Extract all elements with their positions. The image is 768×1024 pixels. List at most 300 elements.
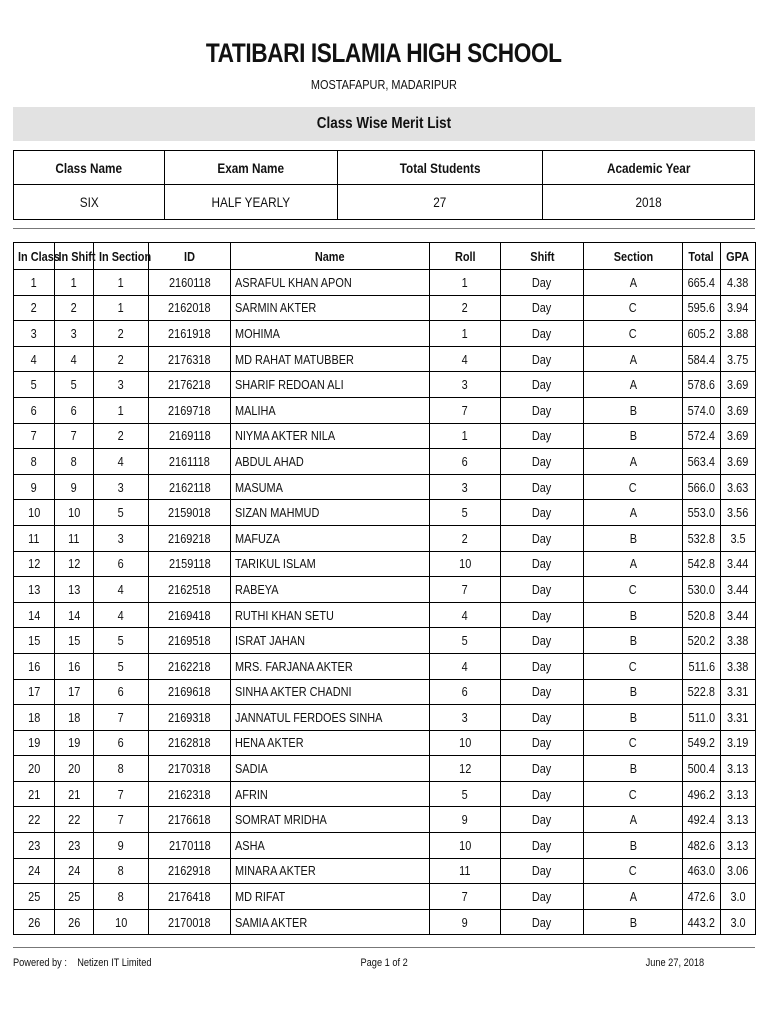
in-section-rank: 6 — [94, 551, 149, 577]
shift: Day — [501, 346, 584, 372]
in-class-rank: 8 — [14, 449, 55, 475]
in-section-header: In Section — [94, 243, 149, 270]
shift: Day — [501, 781, 584, 807]
section: B — [584, 628, 683, 654]
table-row — [14, 321, 756, 347]
total-marks: 496.2 — [683, 781, 721, 807]
in-class-rank: 16 — [14, 653, 55, 679]
student-name: SARMIN AKTER — [231, 295, 430, 321]
in-shift-rank: 10 — [55, 500, 94, 526]
student-name: ASRAFUL KHAN APON — [231, 270, 430, 296]
student-name: HENA AKTER — [231, 730, 430, 756]
table-row — [14, 500, 756, 526]
roll-number: 6 — [430, 679, 501, 705]
total-marks: 665.4 — [683, 270, 721, 296]
report-title: Class Wise Merit List — [13, 107, 755, 141]
gpa: 3.38 — [721, 653, 756, 679]
in-section-rank: 3 — [94, 372, 149, 398]
shift: Day — [501, 909, 584, 935]
section: C — [584, 577, 683, 603]
in-class-rank: 12 — [14, 551, 55, 577]
in-section-rank: 9 — [94, 833, 149, 859]
total-marks: 492.4 — [683, 807, 721, 833]
student-id: 2170318 — [149, 756, 231, 782]
student-id: 2162318 — [149, 781, 231, 807]
in-section-rank: 2 — [94, 423, 149, 449]
in-section-rank: 1 — [94, 397, 149, 423]
in-shift-rank: 15 — [55, 628, 94, 654]
roll-number: 2 — [430, 525, 501, 551]
total-marks: 605.2 — [683, 321, 721, 347]
section: B — [584, 397, 683, 423]
gpa: 3.0 — [721, 884, 756, 910]
in-section-rank: 1 — [94, 295, 149, 321]
total-marks: 542.8 — [683, 551, 721, 577]
table-row — [14, 295, 756, 321]
student-id: 2176218 — [149, 372, 231, 398]
section: A — [584, 884, 683, 910]
in-section-rank: 3 — [94, 474, 149, 500]
section-header: Section — [584, 243, 683, 270]
roll-number: 4 — [430, 653, 501, 679]
in-shift-rank: 13 — [55, 577, 94, 603]
section: C — [584, 295, 683, 321]
student-name: ISRAT JAHAN — [231, 628, 430, 654]
student-name: NIYMA AKTER NILA — [231, 423, 430, 449]
in-shift-rank: 7 — [55, 423, 94, 449]
gpa: 3.63 — [721, 474, 756, 500]
exam-name-header: Exam Name — [164, 151, 337, 185]
student-id: 2169718 — [149, 397, 231, 423]
in-class-rank: 7 — [14, 423, 55, 449]
shift: Day — [501, 423, 584, 449]
table-row — [14, 423, 756, 449]
in-class-rank: 3 — [14, 321, 55, 347]
student-name: MOHIMA — [231, 321, 430, 347]
in-section-rank: 6 — [94, 730, 149, 756]
gpa: 3.19 — [721, 730, 756, 756]
shift: Day — [501, 628, 584, 654]
student-id: 2162918 — [149, 858, 231, 884]
table-row — [14, 346, 756, 372]
total-marks: 463.0 — [683, 858, 721, 884]
in-class-rank: 10 — [14, 500, 55, 526]
in-section-rank: 8 — [94, 756, 149, 782]
roll-number: 9 — [430, 807, 501, 833]
shift: Day — [501, 577, 584, 603]
gpa: 3.31 — [721, 679, 756, 705]
in-class-rank: 26 — [14, 909, 55, 935]
in-shift-rank: 22 — [55, 807, 94, 833]
roll-number: 10 — [430, 730, 501, 756]
in-shift-rank: 4 — [55, 346, 94, 372]
total-marks: 553.0 — [683, 500, 721, 526]
in-section-rank: 5 — [94, 628, 149, 654]
in-shift-rank: 16 — [55, 653, 94, 679]
merit-list-table — [13, 242, 756, 935]
print-date: June 27, 2018 — [645, 957, 705, 969]
student-id: 2162818 — [149, 730, 231, 756]
school-name: TATIBARI ISLAMIA HIGH SCHOOL — [206, 38, 562, 68]
exam-info-table — [13, 150, 755, 220]
total-marks: 532.8 — [683, 525, 721, 551]
in-shift-rank: 23 — [55, 833, 94, 859]
student-id: 2159118 — [149, 551, 231, 577]
gpa: 3.13 — [721, 833, 756, 859]
roll-number: 3 — [430, 474, 501, 500]
in-shift-rank: 8 — [55, 449, 94, 475]
in-class-header: In Class — [14, 243, 55, 270]
gpa: 3.44 — [721, 577, 756, 603]
in-section-rank: 4 — [94, 449, 149, 475]
section: C — [584, 781, 683, 807]
student-id: 2169318 — [149, 705, 231, 731]
student-name: SOMRAT MRIDHA — [231, 807, 430, 833]
gpa: 3.69 — [721, 449, 756, 475]
shift: Day — [501, 756, 584, 782]
gpa-header: GPA — [721, 243, 756, 270]
gpa: 3.31 — [721, 705, 756, 731]
student-name: ASHA — [231, 833, 430, 859]
in-shift-rank: 21 — [55, 781, 94, 807]
in-section-rank: 1 — [94, 270, 149, 296]
in-section-rank: 10 — [94, 909, 149, 935]
student-id: 2162118 — [149, 474, 231, 500]
shift: Day — [501, 397, 584, 423]
total-marks: 566.0 — [683, 474, 721, 500]
in-class-rank: 25 — [14, 884, 55, 910]
student-name: SINHA AKTER CHADNI — [231, 679, 430, 705]
student-name: AFRIN — [231, 781, 430, 807]
in-shift-rank: 25 — [55, 884, 94, 910]
student-id: 2176318 — [149, 346, 231, 372]
gpa: 3.06 — [721, 858, 756, 884]
table-row — [14, 833, 756, 859]
section: B — [584, 525, 683, 551]
total-marks: 574.0 — [683, 397, 721, 423]
section: B — [584, 602, 683, 628]
student-id: 2162218 — [149, 653, 231, 679]
total-marks: 595.6 — [683, 295, 721, 321]
in-class-rank: 18 — [14, 705, 55, 731]
in-shift-rank: 24 — [55, 858, 94, 884]
table-row — [14, 730, 756, 756]
in-shift-rank: 6 — [55, 397, 94, 423]
in-class-rank: 17 — [14, 679, 55, 705]
section: A — [584, 551, 683, 577]
total-marks: 482.6 — [683, 833, 721, 859]
in-class-rank: 21 — [14, 781, 55, 807]
table-row — [14, 884, 756, 910]
table-row — [14, 525, 756, 551]
section: C — [584, 653, 683, 679]
in-shift-rank: 2 — [55, 295, 94, 321]
page-number: Page 1 of 2 — [360, 957, 408, 969]
shift: Day — [501, 500, 584, 526]
in-class-rank: 14 — [14, 602, 55, 628]
total-header: Total — [683, 243, 721, 270]
student-id: 2176618 — [149, 807, 231, 833]
class-name-header: Class Name — [14, 151, 165, 185]
gpa: 3.94 — [721, 295, 756, 321]
in-class-rank: 20 — [14, 756, 55, 782]
section: B — [584, 679, 683, 705]
student-id: 2161918 — [149, 321, 231, 347]
student-id: 2169418 — [149, 602, 231, 628]
gpa: 3.5 — [721, 525, 756, 551]
roll-number: 10 — [430, 833, 501, 859]
total-students-value: 27 — [337, 185, 543, 220]
in-shift-rank: 14 — [55, 602, 94, 628]
roll-number: 5 — [430, 628, 501, 654]
table-row — [14, 807, 756, 833]
table-row — [14, 679, 756, 705]
section: C — [584, 474, 683, 500]
total-marks: 572.4 — [683, 423, 721, 449]
in-shift-rank: 1 — [55, 270, 94, 296]
table-row — [14, 270, 756, 296]
student-id: 2161118 — [149, 449, 231, 475]
shift: Day — [501, 807, 584, 833]
student-id: 2169518 — [149, 628, 231, 654]
section: C — [584, 321, 683, 347]
in-class-rank: 4 — [14, 346, 55, 372]
in-class-rank: 2 — [14, 295, 55, 321]
in-shift-rank: 18 — [55, 705, 94, 731]
roll-number: 1 — [430, 321, 501, 347]
roll-number: 9 — [430, 909, 501, 935]
total-marks: 500.4 — [683, 756, 721, 782]
in-section-rank: 3 — [94, 525, 149, 551]
in-section-rank: 7 — [94, 781, 149, 807]
roll-number: 3 — [430, 372, 501, 398]
in-class-rank: 23 — [14, 833, 55, 859]
roll-number: 1 — [430, 270, 501, 296]
table-row — [14, 781, 756, 807]
student-name: MALIHA — [231, 397, 430, 423]
exam-info-value-row — [14, 185, 755, 220]
total-marks: 520.8 — [683, 602, 721, 628]
table-row — [14, 449, 756, 475]
section: A — [584, 449, 683, 475]
section: B — [584, 705, 683, 731]
merit-table-body — [14, 270, 756, 935]
gpa: 3.0 — [721, 909, 756, 935]
in-shift-rank: 20 — [55, 756, 94, 782]
exam-info-header-row — [14, 151, 755, 185]
in-class-rank: 9 — [14, 474, 55, 500]
in-shift-rank: 11 — [55, 525, 94, 551]
student-name: TARIKUL ISLAM — [231, 551, 430, 577]
table-row — [14, 397, 756, 423]
table-row — [14, 577, 756, 603]
gpa: 3.38 — [721, 628, 756, 654]
shift: Day — [501, 730, 584, 756]
student-id: 2169218 — [149, 525, 231, 551]
section: A — [584, 807, 683, 833]
shift: Day — [501, 858, 584, 884]
in-section-rank: 4 — [94, 602, 149, 628]
in-section-rank: 5 — [94, 500, 149, 526]
student-name: JANNATUL FERDOES SINHA — [231, 705, 430, 731]
section: C — [584, 858, 683, 884]
total-marks: 520.2 — [683, 628, 721, 654]
roll-number: 4 — [430, 346, 501, 372]
section: A — [584, 270, 683, 296]
footer-rule — [13, 947, 755, 948]
in-shift-rank: 19 — [55, 730, 94, 756]
gpa: 4.38 — [721, 270, 756, 296]
in-shift-rank: 9 — [55, 474, 94, 500]
powered-by: Powered by : Netizen IT Limited — [13, 957, 152, 969]
student-id: 2162518 — [149, 577, 231, 603]
total-marks: 530.0 — [683, 577, 721, 603]
roll-header: Roll — [430, 243, 501, 270]
in-section-rank: 2 — [94, 346, 149, 372]
table-row — [14, 756, 756, 782]
student-id: 2169118 — [149, 423, 231, 449]
gpa: 3.88 — [721, 321, 756, 347]
gpa: 3.44 — [721, 602, 756, 628]
shift: Day — [501, 602, 584, 628]
total-marks: 472.6 — [683, 884, 721, 910]
in-class-rank: 5 — [14, 372, 55, 398]
gpa: 3.75 — [721, 346, 756, 372]
in-section-rank: 2 — [94, 321, 149, 347]
total-marks: 511.0 — [683, 705, 721, 731]
roll-number: 7 — [430, 884, 501, 910]
shift: Day — [501, 833, 584, 859]
student-id: 2170118 — [149, 833, 231, 859]
roll-number: 5 — [430, 781, 501, 807]
section: B — [584, 909, 683, 935]
table-row — [14, 602, 756, 628]
merit-header-row — [14, 243, 756, 270]
student-name: MRS. FARJANA AKTER — [231, 653, 430, 679]
in-section-rank: 8 — [94, 884, 149, 910]
gpa: 3.13 — [721, 807, 756, 833]
total-marks: 511.6 — [683, 653, 721, 679]
table-row — [14, 628, 756, 654]
in-section-rank: 8 — [94, 858, 149, 884]
shift: Day — [501, 449, 584, 475]
in-section-rank: 6 — [94, 679, 149, 705]
student-name: RABEYA — [231, 577, 430, 603]
student-id: 2162018 — [149, 295, 231, 321]
roll-number: 4 — [430, 602, 501, 628]
total-marks: 443.2 — [683, 909, 721, 935]
section: C — [584, 730, 683, 756]
student-name: MD RIFAT — [231, 884, 430, 910]
divider-rule — [13, 228, 755, 229]
in-class-rank: 1 — [14, 270, 55, 296]
shift: Day — [501, 295, 584, 321]
class-name-value: SIX — [14, 185, 165, 220]
shift: Day — [501, 525, 584, 551]
gpa: 3.69 — [721, 423, 756, 449]
name-header: Name — [231, 243, 430, 270]
roll-number: 11 — [430, 858, 501, 884]
roll-number: 1 — [430, 423, 501, 449]
gpa: 3.69 — [721, 372, 756, 398]
roll-number: 7 — [430, 397, 501, 423]
exam-name-value: HALF YEARLY — [164, 185, 337, 220]
student-id: 2160118 — [149, 270, 231, 296]
shift: Day — [501, 551, 584, 577]
gpa: 3.56 — [721, 500, 756, 526]
gpa: 3.69 — [721, 397, 756, 423]
student-name: RUTHI KHAN SETU — [231, 602, 430, 628]
student-name: MAFUZA — [231, 525, 430, 551]
in-class-rank: 11 — [14, 525, 55, 551]
in-shift-rank: 3 — [55, 321, 94, 347]
table-row — [14, 858, 756, 884]
section: B — [584, 423, 683, 449]
table-row — [14, 372, 756, 398]
student-name: SADIA — [231, 756, 430, 782]
school-address: MOSTAFAPUR, MADARIPUR — [310, 77, 458, 92]
shift: Day — [501, 474, 584, 500]
roll-number: 3 — [430, 705, 501, 731]
in-section-rank: 7 — [94, 705, 149, 731]
student-name: SAMIA AKTER — [231, 909, 430, 935]
student-name: MD RAHAT MATUBBER — [231, 346, 430, 372]
total-students-header: Total Students — [337, 151, 543, 185]
in-class-rank: 24 — [14, 858, 55, 884]
in-class-rank: 19 — [14, 730, 55, 756]
total-marks: 578.6 — [683, 372, 721, 398]
section: A — [584, 346, 683, 372]
student-id: 2176418 — [149, 884, 231, 910]
in-class-rank: 13 — [14, 577, 55, 603]
in-shift-header: In Shift — [55, 243, 94, 270]
in-class-rank: 22 — [14, 807, 55, 833]
student-id: 2159018 — [149, 500, 231, 526]
gpa: 3.13 — [721, 756, 756, 782]
in-shift-rank: 26 — [55, 909, 94, 935]
shift: Day — [501, 705, 584, 731]
roll-number: 10 — [430, 551, 501, 577]
shift: Day — [501, 372, 584, 398]
section: A — [584, 372, 683, 398]
table-row — [14, 653, 756, 679]
total-marks: 522.8 — [683, 679, 721, 705]
in-shift-rank: 12 — [55, 551, 94, 577]
in-shift-rank: 5 — [55, 372, 94, 398]
shift-header: Shift — [501, 243, 584, 270]
section: B — [584, 756, 683, 782]
section: B — [584, 833, 683, 859]
in-section-rank: 7 — [94, 807, 149, 833]
student-name: MINARA AKTER — [231, 858, 430, 884]
academic-year-header: Academic Year — [543, 151, 755, 185]
in-section-rank: 4 — [94, 577, 149, 603]
student-id: 2170018 — [149, 909, 231, 935]
total-marks: 549.2 — [683, 730, 721, 756]
gpa: 3.13 — [721, 781, 756, 807]
shift: Day — [501, 270, 584, 296]
student-name: SIZAN MAHMUD — [231, 500, 430, 526]
student-name: ABDUL AHAD — [231, 449, 430, 475]
shift: Day — [501, 653, 584, 679]
in-section-rank: 5 — [94, 653, 149, 679]
in-shift-rank: 17 — [55, 679, 94, 705]
table-row — [14, 474, 756, 500]
shift: Day — [501, 679, 584, 705]
shift: Day — [501, 884, 584, 910]
in-class-rank: 6 — [14, 397, 55, 423]
table-row — [14, 551, 756, 577]
